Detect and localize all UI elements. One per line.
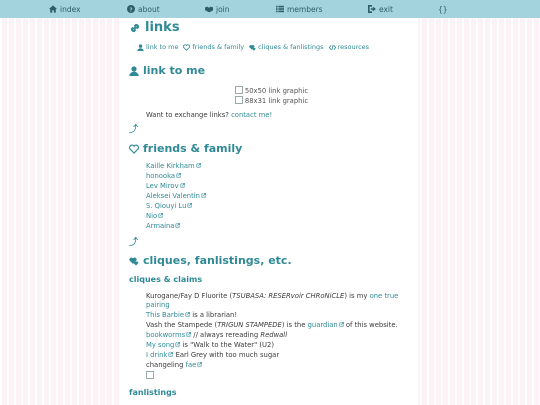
link-icon bbox=[129, 22, 141, 34]
friend-link-label[interactable]: Nio bbox=[146, 212, 158, 220]
link-graphic-50x50-alt: 50x50 link graphic bbox=[244, 87, 309, 95]
external-link-icon bbox=[158, 213, 163, 218]
subnav-link-to-me[interactable] bbox=[137, 42, 178, 52]
clique-text: Kurogane/Fay D Fluorite ( bbox=[146, 292, 233, 300]
clique-line-kurofay bbox=[146, 292, 398, 301]
subnav-resources[interactable] bbox=[329, 42, 370, 52]
question-circle-icon bbox=[127, 5, 135, 13]
subnav-link-to-me-label: link to me bbox=[146, 43, 179, 51]
cliques-heading-text: cliques, fanlistings, etc. bbox=[143, 254, 292, 267]
friend-link[interactable] bbox=[146, 172, 181, 181]
clique-title: Redwall bbox=[260, 331, 288, 339]
nav-extra[interactable] bbox=[438, 0, 448, 18]
clique-title: TSUBASA: RESERvoir CHRoNiCLE bbox=[232, 292, 345, 300]
hearts-icon bbox=[249, 44, 256, 51]
subnav-resources-label: resources bbox=[337, 43, 370, 51]
subnav-friends[interactable] bbox=[183, 42, 244, 52]
external-link-icon bbox=[168, 352, 173, 357]
friends-heading bbox=[129, 142, 242, 155]
heart-outline-icon bbox=[129, 144, 139, 154]
nav-index-label: index bbox=[60, 4, 81, 14]
link-graphic-88x31-alt: 88x31 link graphic bbox=[244, 97, 309, 105]
nav-join-label: join bbox=[216, 4, 230, 14]
clique-line-vash bbox=[146, 321, 398, 330]
friend-link-label[interactable]: Armaina bbox=[146, 222, 175, 230]
guardian-link[interactable]: guardian bbox=[307, 321, 338, 329]
clique-text: of this website. bbox=[345, 321, 398, 329]
heart-outline-icon bbox=[183, 44, 190, 51]
clique-line-changeling bbox=[146, 361, 202, 370]
clique-title: TRIGUN STAMPEDE bbox=[217, 321, 282, 329]
broken-image-icon bbox=[235, 96, 243, 104]
exit-icon bbox=[368, 5, 376, 13]
home-icon bbox=[49, 5, 57, 13]
friend-link-label[interactable]: Kaille Kirkham bbox=[146, 162, 195, 170]
nav-exit-label: exit bbox=[379, 4, 393, 14]
cliques-heading bbox=[129, 254, 292, 267]
clique-text: ) is the bbox=[281, 321, 306, 329]
clique-line-bookworms bbox=[146, 331, 287, 340]
link-graphic-88x31 bbox=[129, 96, 414, 106]
external-link-icon bbox=[180, 183, 185, 188]
back-to-top-link[interactable]: ⤴ bbox=[129, 238, 139, 248]
subnav-cliques[interactable] bbox=[249, 42, 323, 52]
nav-members-label: members bbox=[287, 4, 323, 14]
user-icon bbox=[137, 44, 144, 51]
friend-link[interactable] bbox=[146, 182, 185, 191]
fanlistings-heading: fanlistings bbox=[129, 388, 177, 397]
user-icon bbox=[129, 66, 139, 76]
cliques-claims-heading: cliques & claims bbox=[129, 275, 203, 284]
external-link-icon bbox=[201, 193, 206, 198]
top-nav-bar bbox=[0, 0, 540, 18]
exchange-links-label: Want to exchange links? bbox=[146, 111, 229, 119]
link-to-me-heading bbox=[129, 64, 205, 77]
pairing-link[interactable]: pairing bbox=[146, 301, 170, 309]
hearts-icon bbox=[129, 256, 139, 266]
bookworms-link[interactable]: bookworms bbox=[146, 331, 186, 339]
friend-link[interactable] bbox=[146, 202, 192, 211]
page-title-text: links bbox=[145, 20, 180, 35]
clique-text: // always rereading bbox=[193, 331, 259, 339]
external-link-icon bbox=[175, 342, 180, 347]
list-icon bbox=[276, 5, 284, 13]
one-true-link[interactable]: one true bbox=[369, 292, 399, 300]
friends-heading-text: friends & family bbox=[143, 142, 243, 155]
subnav-cliques-label: cliques & fanlistings bbox=[258, 43, 324, 51]
external-link-icon bbox=[339, 322, 344, 327]
subnav-friends-label: friends & family bbox=[192, 43, 245, 51]
nav-members[interactable] bbox=[276, 0, 323, 18]
my-song-link[interactable]: My song bbox=[146, 341, 175, 349]
section-subnav bbox=[137, 42, 369, 52]
clique-text: is "Walk to the Water" (U2) bbox=[182, 341, 274, 349]
broken-image bbox=[146, 371, 156, 381]
clique-text: ) is my bbox=[344, 292, 368, 300]
nav-join[interactable] bbox=[205, 0, 230, 18]
page-title bbox=[129, 21, 180, 35]
clique-text: is a librarian! bbox=[192, 311, 238, 319]
external-link-icon bbox=[186, 332, 191, 337]
clique-line-barbie bbox=[146, 311, 237, 320]
handshake-icon bbox=[205, 5, 213, 13]
friend-link-label[interactable]: S. Qiouyi Lu bbox=[146, 202, 187, 210]
i-drink-link[interactable]: I drink bbox=[146, 351, 168, 359]
external-link-icon bbox=[197, 362, 202, 367]
friend-link[interactable] bbox=[146, 162, 201, 171]
external-link-icon bbox=[196, 163, 201, 168]
barbie-link[interactable]: This Barbie bbox=[146, 311, 185, 319]
nav-index[interactable] bbox=[49, 0, 81, 18]
friend-link-label[interactable]: Lev Mirov bbox=[146, 182, 179, 190]
broken-image-icon bbox=[235, 86, 243, 94]
exchange-links-text bbox=[146, 111, 272, 120]
nav-exit[interactable] bbox=[368, 0, 393, 18]
svg-text:?: ? bbox=[129, 7, 133, 13]
back-to-top-link[interactable]: ⤴ bbox=[129, 125, 139, 135]
nav-about[interactable] bbox=[127, 0, 160, 18]
external-link-icon bbox=[175, 223, 180, 228]
friend-link-label[interactable]: Aleksei Valentin bbox=[146, 192, 200, 200]
clique-line-pairing bbox=[146, 301, 170, 310]
main-content bbox=[121, 18, 418, 405]
code-icon bbox=[329, 44, 336, 51]
external-link-icon bbox=[185, 312, 190, 317]
friend-link[interactable] bbox=[146, 212, 163, 221]
friend-link-label[interactable]: honooka bbox=[146, 172, 176, 180]
nav-extra-label: {} bbox=[438, 4, 448, 14]
link-graphic-50x50 bbox=[129, 86, 414, 96]
clique-text: Earl Grey with too much sugar bbox=[175, 351, 280, 359]
external-link-icon bbox=[187, 203, 192, 208]
nav-about-label: about bbox=[138, 4, 160, 14]
clique-line-drink bbox=[146, 351, 279, 360]
clique-text: Vash the Stampede ( bbox=[146, 321, 218, 329]
contact-me-link[interactable]: contact me! bbox=[231, 111, 273, 119]
link-to-me-heading-text: link to me bbox=[143, 64, 206, 77]
fae-link[interactable]: fae bbox=[185, 361, 197, 369]
clique-line-song bbox=[146, 341, 274, 350]
external-link-icon bbox=[176, 173, 181, 178]
friend-link[interactable] bbox=[146, 192, 206, 201]
friend-link[interactable] bbox=[146, 222, 180, 231]
broken-image-icon bbox=[146, 371, 154, 379]
clique-text: changeling bbox=[146, 361, 184, 369]
